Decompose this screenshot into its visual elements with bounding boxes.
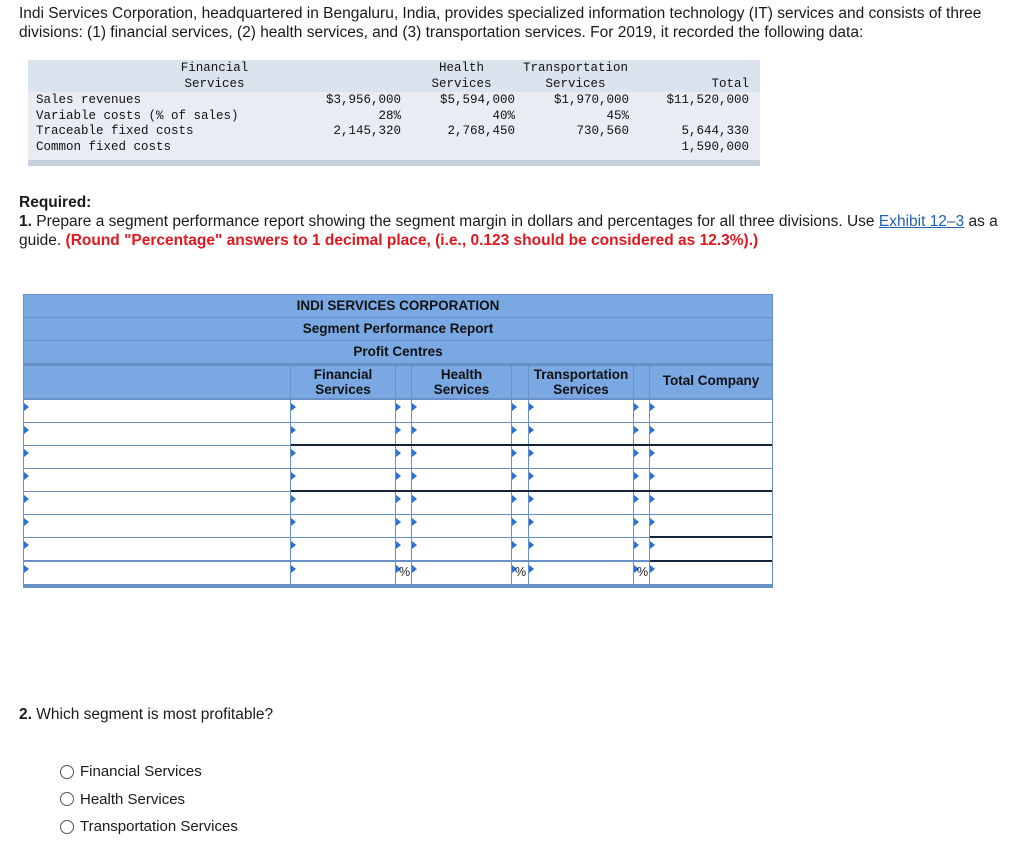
report-subtitle: Profit Centres xyxy=(24,341,772,363)
col-health-pct xyxy=(512,366,528,398)
answer-input-r2-label[interactable] xyxy=(24,423,290,445)
col-financial-pct xyxy=(396,366,411,398)
answer-cell-r4-transportation-pct[interactable] xyxy=(634,469,649,491)
traceable-transportation: 730,560 xyxy=(576,124,629,138)
answer-input-r7-financial-pct[interactable] xyxy=(396,538,411,560)
answer-cell-r2-transportation-pct[interactable] xyxy=(634,423,649,445)
sales-financial: $3,956,000 xyxy=(325,93,401,107)
answer-input-r3-health[interactable] xyxy=(412,446,511,468)
round-note: (Round "Percentage" answers to 1 decimal place, (i.e., 0.123 should be considered as 12.3%).) xyxy=(65,232,759,249)
answer-cell-r3-total[interactable] xyxy=(650,446,772,468)
answer-input-r2-transportation[interactable] xyxy=(529,423,633,445)
answer-cell-r1-financial-pct[interactable] xyxy=(396,400,411,422)
total-underline xyxy=(650,536,772,538)
answer-cell-r5-transportation[interactable] xyxy=(529,492,633,514)
answer-cell-r1-label[interactable] xyxy=(24,400,290,422)
intro-text: Indi Services Corporation, headquartered in Bengaluru, India, provides specialized information technology (IT) services and consists of three divisions: (1) financial services, (2) health services, and (3) transportation services. For 2019, it recorded the following data: xyxy=(19,5,982,41)
answer-input-r4-transportation-pct[interactable] xyxy=(634,469,649,491)
answer-input-r8-health[interactable] xyxy=(412,562,511,584)
required-text-after: as a guide. xyxy=(19,213,998,249)
question-2 xyxy=(19,706,273,724)
answer-cell-r3-financial-pct[interactable] xyxy=(396,446,411,468)
answer-input-r5-label[interactable] xyxy=(24,492,290,514)
answer-cell-r2-transportation[interactable] xyxy=(529,423,633,445)
answer-cell-r8-label[interactable] xyxy=(24,562,290,584)
answer-input-r2-financial[interactable] xyxy=(291,423,395,445)
q2-number: 2. xyxy=(19,706,32,723)
col-health: Health Services xyxy=(412,366,511,398)
col-financial: Financial Services xyxy=(291,366,395,398)
answer-cell-r4-financial[interactable] xyxy=(291,469,395,491)
answer-input-r3-total[interactable] xyxy=(650,446,772,468)
answer-input-r4-transportation[interactable] xyxy=(529,469,633,491)
exhibit-link[interactable]: Exhibit 12–3 xyxy=(878,213,965,230)
answer-input-r7-total[interactable] xyxy=(650,538,772,560)
answer-input-r5-transportation[interactable] xyxy=(529,492,633,514)
answer-cell-r4-financial-pct[interactable] xyxy=(396,469,411,491)
answer-cell-r6-label[interactable] xyxy=(24,515,290,537)
option-transportation[interactable] xyxy=(60,813,238,841)
answer-input-r6-health-pct[interactable] xyxy=(512,515,528,537)
answer-input-r1-financial-pct[interactable] xyxy=(396,400,411,422)
answer-cell-r7-health-pct[interactable] xyxy=(512,538,528,560)
answer-cell-r3-transportation[interactable] xyxy=(529,446,633,468)
variable-transportation: 45% xyxy=(606,108,629,123)
answer-cell-r1-health[interactable] xyxy=(412,400,511,422)
answer-input-r1-label[interactable] xyxy=(24,400,290,422)
row-label-variable: Variable costs (% of sales) xyxy=(36,108,239,123)
header-health: Health Services xyxy=(431,61,492,91)
answer-cell-r5-transportation-pct[interactable] xyxy=(634,492,649,514)
answer-cell-r3-health[interactable] xyxy=(412,446,511,468)
answer-input-r1-health[interactable] xyxy=(412,400,511,422)
answer-input-r5-financial[interactable] xyxy=(291,492,395,514)
answer-cell-r7-financial[interactable] xyxy=(291,538,395,560)
answer-input-r5-health[interactable] xyxy=(412,492,511,514)
header-label-blank xyxy=(24,366,290,398)
answer-input-r1-transportation-pct[interactable] xyxy=(634,400,649,422)
col-total: Total Company xyxy=(650,366,772,398)
option-financial[interactable] xyxy=(60,758,238,786)
answer-cell-r5-health[interactable] xyxy=(412,492,511,514)
answer-input-r1-total[interactable] xyxy=(650,400,772,422)
answer-cell-r7-total[interactable] xyxy=(650,538,772,560)
answer-input-r7-health[interactable] xyxy=(412,538,511,560)
required-heading: Required: xyxy=(19,194,92,211)
common-total: 1,590,000 xyxy=(681,139,749,154)
answer-cell-r8-financial[interactable] xyxy=(291,562,395,584)
required-section xyxy=(19,193,1009,250)
answer-input-r6-financial-pct[interactable] xyxy=(396,515,411,537)
answer-cell-r4-total[interactable] xyxy=(650,469,772,491)
percent-sign: % xyxy=(637,565,649,579)
report-company: INDI SERVICES CORPORATION xyxy=(24,295,772,317)
answer-input-r4-financial[interactable] xyxy=(291,469,395,491)
answer-cell-r5-label[interactable] xyxy=(24,492,290,514)
answer-input-r1-health-pct[interactable] xyxy=(512,400,528,422)
header-transportation: Transportation Services xyxy=(522,61,629,91)
answer-cell-r8-health[interactable] xyxy=(412,562,511,584)
option-transportation-label: Transportation Services xyxy=(80,818,238,836)
percent-sign: % xyxy=(399,565,411,579)
answer-input-r4-label[interactable] xyxy=(24,469,290,491)
answer-cell-r3-health-pct[interactable] xyxy=(512,446,528,468)
answer-cell-r8-transportation[interactable] xyxy=(529,562,633,584)
sales-health: $5,594,000 xyxy=(439,93,515,107)
answer-cell-r7-transportation[interactable] xyxy=(529,538,633,560)
q2-options xyxy=(60,758,238,841)
answer-cell-r6-financial-pct[interactable] xyxy=(396,515,411,537)
answer-cell-r7-health[interactable] xyxy=(412,538,511,560)
answer-input-r6-financial[interactable] xyxy=(291,515,395,537)
segment-report-grid xyxy=(23,294,773,588)
col-transportation-pct xyxy=(634,366,649,398)
answer-cell-r1-health-pct[interactable] xyxy=(512,400,528,422)
answer-input-r2-total[interactable] xyxy=(650,423,772,445)
answer-cell-r4-health-pct[interactable] xyxy=(512,469,528,491)
answer-cell-r1-financial[interactable] xyxy=(291,400,395,422)
answer-input-r6-health[interactable] xyxy=(412,515,511,537)
answer-input-r1-financial[interactable] xyxy=(291,400,395,422)
answer-cell-r5-health-pct[interactable] xyxy=(512,492,528,514)
option-financial-label: Financial Services xyxy=(80,763,202,781)
row-label-common: Common fixed costs xyxy=(36,139,172,154)
header-total: Total xyxy=(711,77,749,91)
col-transportation: Transportation Services xyxy=(529,366,633,398)
answer-cell-r5-financial-pct[interactable] xyxy=(396,492,411,514)
traceable-health: 2,768,450 xyxy=(447,124,515,138)
answer-cell-r1-transportation[interactable] xyxy=(529,400,633,422)
answer-input-r7-label[interactable] xyxy=(24,538,290,560)
answer-input-r3-label[interactable] xyxy=(24,446,290,468)
answer-cell-r2-financial-pct[interactable] xyxy=(396,423,411,445)
header-financial: Financial Services xyxy=(180,61,249,91)
answer-input-r7-financial[interactable] xyxy=(291,538,395,560)
answer-cell-r4-label[interactable] xyxy=(24,469,290,491)
answer-input-r5-total[interactable] xyxy=(650,492,772,514)
answer-cell-r6-financial[interactable] xyxy=(291,515,395,537)
total-underline xyxy=(650,560,772,562)
radio-financial[interactable] xyxy=(60,765,74,779)
required-text: Prepare a segment performance report showing the segment margin in dollars and percentages for all three divisions. Use xyxy=(31,213,879,230)
variable-financial: 28% xyxy=(378,108,401,123)
answer-input-r8-financial[interactable] xyxy=(291,562,395,584)
answer-cell-r2-label[interactable] xyxy=(24,423,290,445)
answer-input-r5-transportation-pct[interactable] xyxy=(634,492,649,514)
answer-input-r8-total[interactable] xyxy=(650,562,772,584)
answer-cell-r3-label[interactable] xyxy=(24,446,290,468)
report-title: Segment Performance Report xyxy=(24,318,772,340)
sales-transportation: $1,970,000 xyxy=(553,93,629,107)
answer-cell-r7-label[interactable] xyxy=(24,538,290,560)
option-health[interactable] xyxy=(60,786,238,814)
answer-input-r7-health-pct[interactable] xyxy=(512,538,528,560)
answer-input-r1-transportation[interactable] xyxy=(529,400,633,422)
answer-cell-r1-transportation-pct[interactable] xyxy=(634,400,649,422)
answer-cell-r7-transportation-pct[interactable] xyxy=(634,538,649,560)
traceable-total: 5,644,330 xyxy=(681,124,749,138)
answer-cell-r2-financial[interactable] xyxy=(291,423,395,445)
radio-health[interactable] xyxy=(60,792,74,806)
answer-input-r4-health-pct[interactable] xyxy=(512,469,528,491)
answer-input-r4-total[interactable] xyxy=(650,469,772,491)
option-health-label: Health Services xyxy=(80,790,186,808)
answer-cell-r1-total[interactable] xyxy=(650,400,772,422)
given-data-table xyxy=(28,60,760,166)
required-number: 1. xyxy=(19,213,32,230)
answer-input-r4-health[interactable] xyxy=(412,469,511,491)
answer-cell-r7-financial-pct[interactable] xyxy=(396,538,411,560)
answer-cell-r5-total[interactable] xyxy=(650,492,772,514)
answer-input-r5-financial-pct[interactable] xyxy=(396,492,411,514)
q2-text: Which segment is most profitable? xyxy=(31,706,274,723)
answer-input-r2-health[interactable] xyxy=(412,423,511,445)
traceable-financial: 2,145,320 xyxy=(333,124,401,138)
answer-cell-r6-health[interactable] xyxy=(412,515,511,537)
answer-input-r3-financial-pct[interactable] xyxy=(396,446,411,468)
answer-cell-r5-financial[interactable] xyxy=(291,492,395,514)
answer-cell-r2-health-pct[interactable] xyxy=(512,423,528,445)
answer-cell-r4-transportation[interactable] xyxy=(529,469,633,491)
row-label-traceable: Traceable fixed costs xyxy=(36,124,194,138)
answer-input-r6-total[interactable] xyxy=(650,515,772,537)
row-label-sales: Sales revenues xyxy=(36,93,142,107)
answer-input-r2-financial-pct[interactable] xyxy=(396,423,411,445)
answer-cell-r6-health-pct[interactable] xyxy=(512,515,528,537)
percent-sign: % xyxy=(515,565,527,579)
answer-input-r7-transportation-pct[interactable] xyxy=(634,538,649,560)
answer-input-r7-transportation[interactable] xyxy=(529,538,633,560)
answer-input-r2-transportation-pct[interactable] xyxy=(634,423,649,445)
answer-cell-r6-transportation-pct[interactable] xyxy=(634,515,649,537)
answer-input-r3-health-pct[interactable] xyxy=(512,446,528,468)
total-underline xyxy=(291,490,772,492)
answer-cell-r6-total[interactable] xyxy=(650,515,772,537)
radio-transportation[interactable] xyxy=(60,820,74,834)
variable-health: 40% xyxy=(492,108,515,123)
answer-cell-r6-transportation[interactable] xyxy=(529,515,633,537)
answer-input-r5-health-pct[interactable] xyxy=(512,492,528,514)
total-underline xyxy=(291,444,772,446)
answer-input-r2-health-pct[interactable] xyxy=(512,423,528,445)
answer-input-r6-label[interactable] xyxy=(24,515,290,537)
answer-input-r6-transportation[interactable] xyxy=(529,515,633,537)
answer-cell-r2-total[interactable] xyxy=(650,423,772,445)
sales-total: $11,520,000 xyxy=(666,93,749,107)
answer-cell-r2-health[interactable] xyxy=(412,423,511,445)
answer-input-r8-label[interactable] xyxy=(24,562,290,584)
answer-input-r6-transportation-pct[interactable] xyxy=(634,515,649,537)
answer-input-r3-transportation[interactable] xyxy=(529,446,633,468)
answer-input-r8-transportation[interactable] xyxy=(529,562,633,584)
answer-cell-r3-financial[interactable] xyxy=(291,446,395,468)
answer-input-r4-financial-pct[interactable] xyxy=(396,469,411,491)
answer-cell-r3-transportation-pct[interactable] xyxy=(634,446,649,468)
answer-input-r3-transportation-pct[interactable] xyxy=(634,446,649,468)
answer-cell-r4-health[interactable] xyxy=(412,469,511,491)
answer-cell-r8-total[interactable] xyxy=(650,562,772,584)
answer-input-r3-financial[interactable] xyxy=(291,446,395,468)
